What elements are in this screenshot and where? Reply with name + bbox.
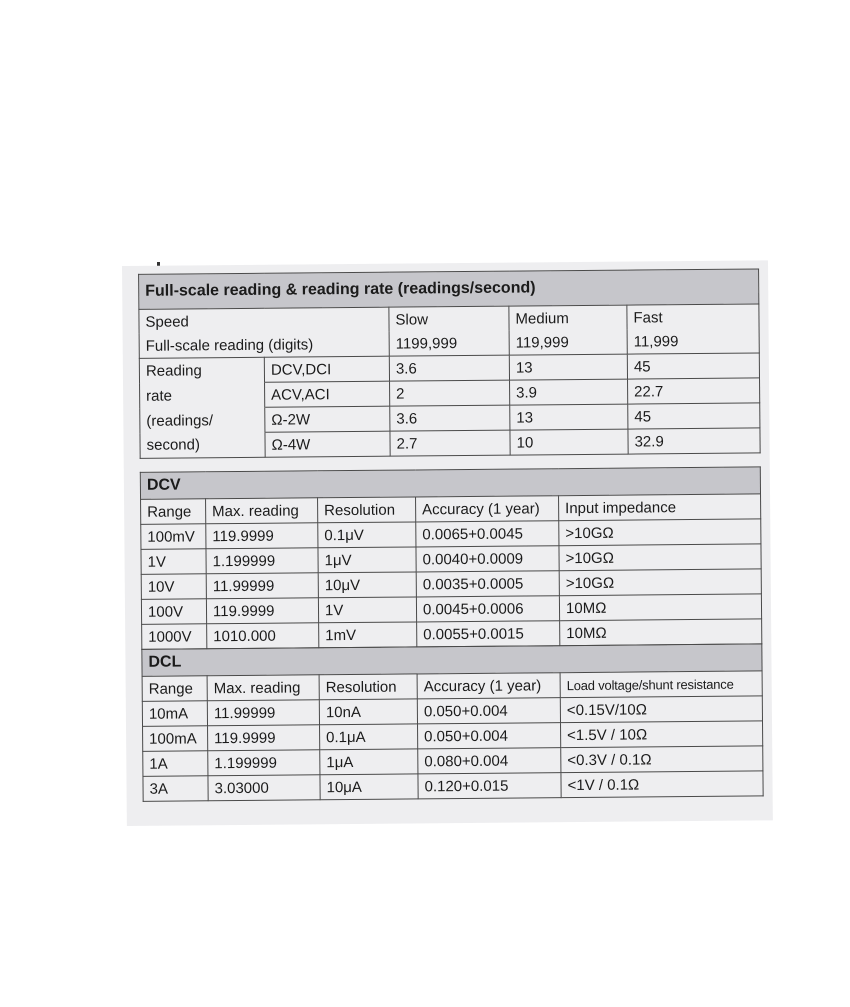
dcl-accuracy: 0.050+0.004 — [418, 723, 561, 749]
dcl-resolution: 10μA — [320, 774, 418, 800]
dcl-load: <0.15V/10Ω — [560, 696, 762, 723]
rate-func: Ω-2W — [265, 406, 390, 432]
dcl-load: <1.5V / 10Ω — [561, 721, 763, 748]
reading-label-line: (readings/ — [140, 407, 265, 433]
dcl-table — [141, 643, 762, 801]
fullscale-fast: 11,999 — [627, 328, 759, 354]
rate-func: Ω-4W — [265, 431, 390, 457]
dcv-header-range: Range — [141, 499, 206, 525]
dcv-title: DCV — [140, 467, 760, 499]
dcv-resolution: 1μV — [318, 547, 416, 573]
dcv-resolution: 10μV — [318, 572, 416, 598]
dcl-resolution: 10nA — [319, 699, 417, 725]
dcv-header-resolution: Resolution — [318, 497, 416, 523]
dcl-max: 11.99999 — [207, 700, 319, 726]
dcv-accuracy: 0.0040+0.0009 — [416, 546, 559, 572]
dcv-impedance: >10GΩ — [559, 569, 761, 596]
dcv-accuracy: 0.0065+0.0045 — [416, 521, 559, 547]
dcl-accuracy: 0.050+0.004 — [417, 698, 560, 724]
dcv-max: 119.9999 — [206, 598, 318, 624]
dcv-accuracy: 0.0035+0.0005 — [416, 571, 559, 597]
dcl-title: DCL — [142, 644, 762, 676]
dcv-impedance: >10GΩ — [559, 519, 761, 546]
dcl-resolution: 1μA — [320, 749, 418, 775]
dcv-range: 1V — [141, 549, 206, 575]
table-row — [143, 771, 763, 801]
dcv-resolution: 1mV — [319, 622, 417, 648]
spec-sheet — [122, 260, 773, 826]
dcv-range: 100mV — [141, 524, 206, 550]
dcv-max: 119.9999 — [206, 523, 318, 549]
dcl-resolution: 0.1μA — [320, 724, 418, 750]
dcl-load: <1V / 0.1Ω — [561, 771, 763, 798]
fullscale-medium: 119,999 — [509, 330, 627, 356]
dcv-impedance: 10MΩ — [560, 619, 762, 646]
dcv-range: 100V — [141, 599, 206, 625]
reading-label-line: second) — [140, 432, 265, 458]
dcl-header-accuracy: Accuracy (1 year) — [417, 673, 560, 699]
dcv-table — [140, 466, 762, 649]
speed-fast: Fast — [627, 304, 759, 330]
dcv-max: 11.99999 — [206, 573, 318, 599]
dcv-max: 1.199999 — [206, 548, 318, 574]
dcl-range: 10mA — [142, 701, 207, 727]
reading-label-line: rate — [140, 382, 265, 408]
dcv-impedance: >10GΩ — [559, 544, 761, 571]
rate-func: DCV,DCI — [264, 356, 389, 382]
dcl-accuracy: 0.080+0.004 — [418, 748, 561, 774]
dcv-accuracy: 0.0055+0.0015 — [417, 621, 560, 647]
dcl-load: <0.3V / 0.1Ω — [561, 746, 763, 773]
rate-medium: 13 — [509, 354, 627, 380]
dcl-accuracy: 0.120+0.015 — [418, 773, 561, 799]
rate-fast: 22.7 — [628, 378, 760, 404]
dcv-impedance: 10MΩ — [559, 594, 761, 621]
rate-fast: 45 — [627, 353, 759, 379]
rate-slow: 3.6 — [389, 355, 509, 381]
dcv-header-accuracy: Accuracy (1 year) — [416, 496, 559, 522]
dcl-header-max: Max. reading — [207, 675, 319, 701]
reading-rate-title: Full-scale reading & reading rate (readings/second) — [139, 269, 759, 309]
dcl-range: 100mA — [143, 726, 208, 752]
reading-label-line: Reading — [139, 357, 264, 383]
rate-func: ACV,ACI — [265, 381, 390, 407]
dcv-range: 10V — [141, 574, 206, 600]
rate-medium: 13 — [510, 404, 628, 430]
dcv-max: 1010.000 — [207, 623, 319, 649]
dcv-resolution: 1V — [318, 597, 416, 623]
dcl-max: 1.199999 — [208, 750, 320, 776]
dcv-accuracy: 0.0045+0.0006 — [416, 596, 559, 622]
speed-label: Speed — [139, 307, 389, 334]
speed-medium: Medium — [509, 305, 627, 331]
rate-slow: 2 — [390, 380, 510, 406]
rate-slow: 2.7 — [390, 430, 510, 456]
dcl-range: 3A — [143, 776, 208, 802]
rate-medium: 10 — [510, 429, 628, 455]
rate-medium: 3.9 — [510, 379, 628, 405]
dcv-header-impedance: Input impedance — [559, 494, 761, 521]
dcv-header-max: Max. reading — [206, 498, 318, 524]
dcl-header-load: Load voltage/shunt resistance — [560, 671, 762, 698]
dcv-range: 1000V — [142, 624, 207, 650]
reading-rate-table — [138, 268, 760, 458]
dcl-header-resolution: Resolution — [319, 674, 417, 700]
dcl-range: 1A — [143, 751, 208, 777]
dcl-header-range: Range — [142, 676, 207, 702]
dcv-resolution: 0.1μV — [318, 522, 416, 548]
dcl-max: 3.03000 — [208, 775, 320, 801]
speed-slow: Slow — [389, 306, 509, 332]
rate-fast: 32.9 — [628, 428, 760, 454]
fullscale-label: Full-scale reading (digits) — [139, 332, 389, 359]
fullscale-slow: 1199,999 — [389, 331, 509, 357]
dcl-max: 119.9999 — [208, 725, 320, 751]
rate-slow: 3.6 — [390, 405, 510, 431]
rate-fast: 45 — [628, 403, 760, 429]
